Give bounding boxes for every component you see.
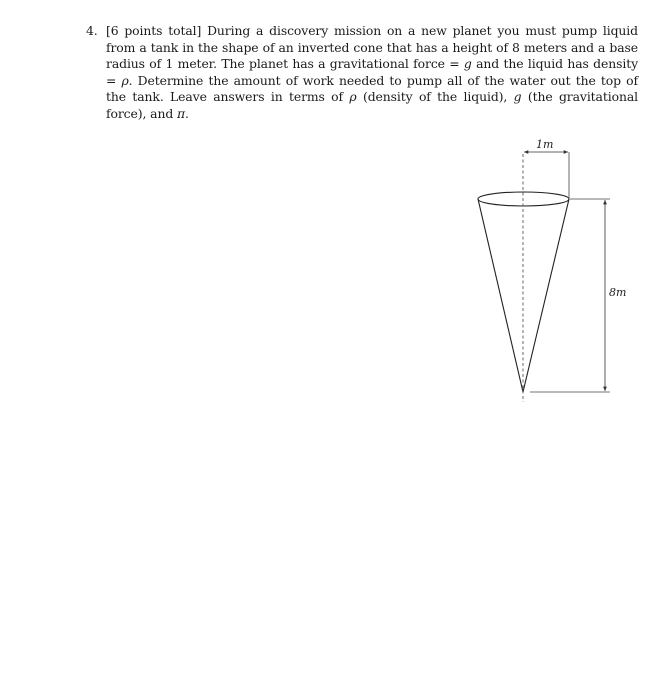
- radius-label: 1m: [536, 138, 554, 151]
- symbol-g: g: [463, 56, 472, 71]
- cone-left-edge: [478, 199, 523, 392]
- problem-text-part: . Determine the amount of work needed to pump all of the water out the top of the tank. Leave answers in terms of: [106, 72, 638, 104]
- problem-text-part: and the liquid has density =: [106, 56, 638, 88]
- problem-text: [106, 23, 638, 122]
- problem-4: [86, 23, 638, 122]
- cone-right-edge: [523, 199, 569, 392]
- symbol-rho: ρ: [349, 89, 357, 104]
- cone-top-ellipse: [478, 192, 569, 206]
- problem-text-part: (density of the liquid),: [356, 89, 514, 104]
- problem-text-part: .: [185, 105, 189, 121]
- problem-text-part: (the gravitational force), and: [106, 89, 638, 121]
- symbol-g: g: [513, 89, 522, 104]
- problem-text-part: [6 points total] During a discovery mission on a new planet you must pump liquid from a tank in the shape of an inverted cone that has a height of 8 meters and a base radius of 1 meter. The planet has a gravitational force =: [106, 23, 638, 71]
- symbol-pi: π: [177, 105, 186, 121]
- symbol-rho: ρ: [121, 72, 129, 88]
- cone-diagram: [460, 130, 660, 420]
- height-label: 8m: [609, 286, 627, 299]
- problem-number: 4.: [86, 23, 98, 38]
- cone-figure: [460, 130, 660, 420]
